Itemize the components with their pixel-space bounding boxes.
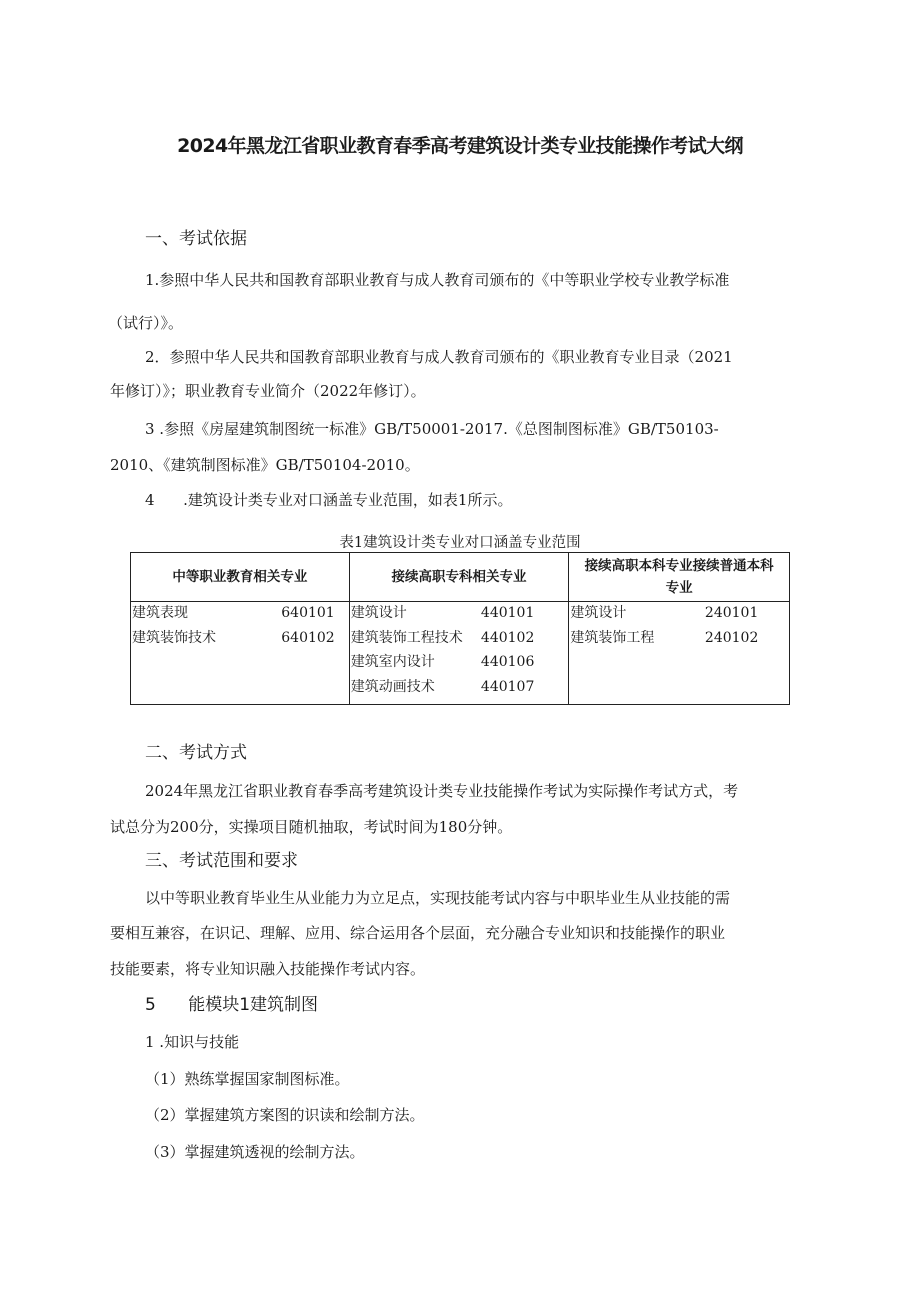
table-row: 建筑设计 440101	[350, 605, 535, 621]
table-row: 建筑装饰技术 640102	[132, 629, 335, 646]
paragraph-line: 2．参照中华人民共和国教育部职业教育与成人教育司颁布的《职业教育专业目录（2021	[145, 348, 733, 366]
section-heading-method: 二、考试方式	[145, 743, 247, 763]
table-row: 建筑室内设计 440106	[350, 654, 535, 670]
section-heading-basis: 一、考试依据	[145, 229, 247, 249]
table-row: 建筑装饰工程技术 440102	[350, 629, 535, 646]
paragraph-line: 技能要素，将专业知识融入技能操作考试内容。	[110, 960, 426, 978]
list-item: （3）掌握建筑透视的绘制方法。	[145, 1143, 365, 1161]
table-row: 建筑装饰工程 240102	[570, 629, 759, 646]
table-cell	[349, 602, 569, 705]
table-header: 接续高职专科相关专业	[349, 553, 569, 602]
list-item: （2）掌握建筑方案图的识读和绘制方法。	[145, 1106, 425, 1124]
paragraph-line: 3 .参照《房屋建筑制图统一标准》GB/T50001-2017.《总图制图标准》GB/T50103-	[145, 420, 719, 438]
paragraph-line: 试总分为200分，实操项目随机抽取，考试时间为180分钟。	[110, 818, 513, 836]
section-heading-scope: 三、考试范围和要求	[145, 851, 298, 871]
document-title: 2024年黑龙江省职业教育春季高考建筑设计类专业技能操作考试大纲	[177, 135, 743, 157]
paragraph-line: 2010、《建筑制图标准》GB/T50104-2010。	[110, 456, 420, 474]
paragraph-line: 以中等职业教育毕业生从业能力为立足点，实现技能考试内容与中职毕业生从业技能的需	[145, 889, 731, 907]
subsection-heading: 1 .知识与技能	[145, 1033, 240, 1051]
table-row: 建筑动画技术 440107	[350, 678, 535, 695]
table-caption: 表1建筑设计类专业对口涵盖专业范围	[339, 535, 581, 551]
paragraph-line: （试行）》。	[108, 314, 184, 332]
table-header: 接续高职本科专业接续普通本科 专业	[569, 553, 790, 602]
table-row: 建筑表现 640101	[132, 605, 335, 621]
paragraph-line: 4 .建筑设计类专业对口涵盖专业范围，如表1所示。	[145, 491, 513, 509]
paragraph-line: 年修订）》；职业教育专业简介（2022年修订）。	[110, 382, 426, 400]
table-cell	[131, 602, 350, 705]
table-header: 中等职业教育相关专业	[131, 553, 350, 602]
list-item: （1）熟练掌握国家制图标准。	[145, 1070, 350, 1088]
table-cell	[569, 602, 790, 705]
paragraph-line: 要相互兼容，在识记、理解、应用、综合运用各个层面，充分融合专业知识和技能操作的职业	[110, 924, 726, 942]
module-heading: 5 能模块1建筑制图	[145, 995, 319, 1015]
paragraph-line: 2024年黑龙江省职业教育春季高考建筑设计类专业技能操作考试为实际操作考试方式，考	[145, 782, 739, 800]
table-row: 建筑设计 240101	[570, 605, 759, 621]
major-range-table	[130, 552, 790, 705]
paragraph-line: 1.参照中华人民共和国教育部职业教育与成人教育司颁布的《中等职业学校专业教学标准	[145, 271, 730, 289]
